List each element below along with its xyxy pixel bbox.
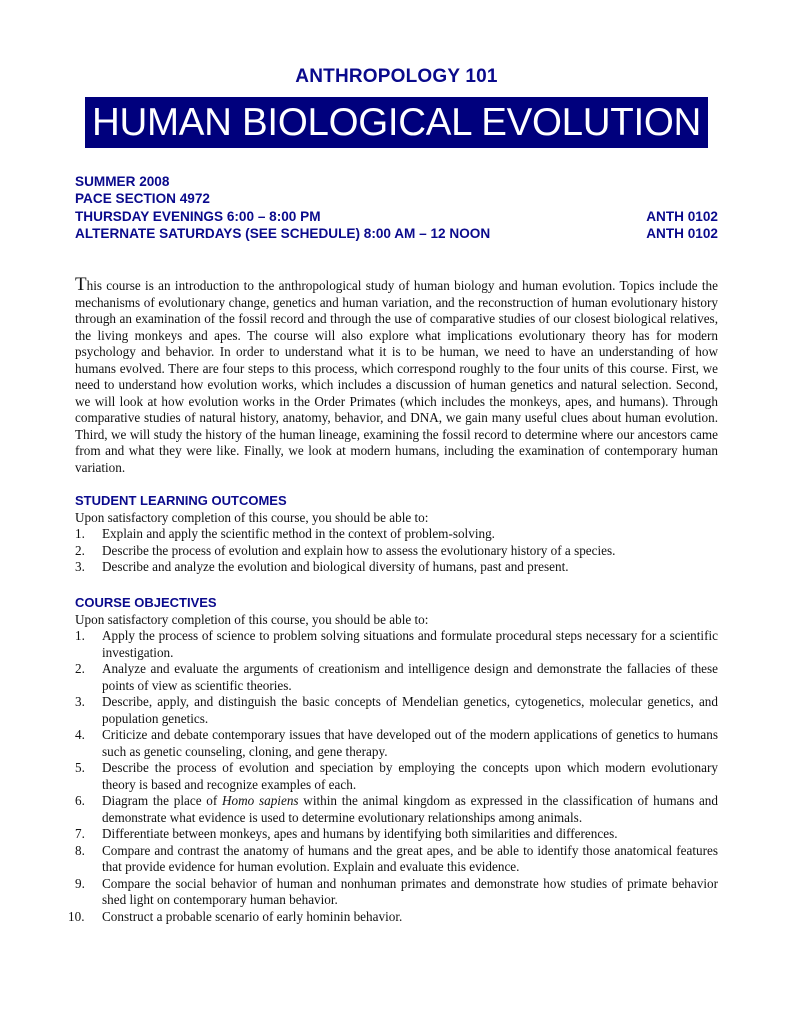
item-number: 7.	[75, 826, 85, 841]
list-item	[75, 876, 718, 909]
list-item	[75, 793, 718, 826]
item-number: 3.	[75, 694, 85, 709]
item-text: Apply the process of science to problem solving situations and formulate procedural steps necessary for a scientific investigation.	[102, 628, 718, 660]
item-number: 1.	[75, 628, 85, 643]
course-objectives-list	[68, 628, 718, 925]
item-number: 5.	[75, 760, 85, 775]
schedule-row	[75, 225, 718, 242]
item-text-start: Diagram the place of	[102, 793, 223, 808]
list-item	[75, 826, 718, 843]
course-code-heading: ANTHROPOLOGY 101	[295, 66, 498, 87]
item-text: Describe the process of evolution and speciation by employing the concepts upon which modern evolutionary theory is based and recognize examples of each.	[102, 760, 718, 792]
list-item	[68, 908, 718, 926]
item-text: Compare the social behavior of human and nonhuman primates and demonstrate how studies of primate behavior shed light on contemporary human behavior.	[102, 875, 718, 907]
list-item	[75, 843, 718, 876]
item-number: 1.	[75, 526, 85, 541]
item-number: 8.	[75, 842, 85, 858]
schedule-time: ALTERNATE SATURDAYS (SEE SCHEDULE) 8:00 AM – 12 NOON	[75, 225, 491, 241]
item-text: Criticize and debate contemporary issues that have developed out of the modern applications of genetics to humans such as genetic counseling, cloning, and gene therapy.	[102, 727, 718, 759]
item-text: Describe, apply, and distinguish the basic concepts of Mendelian genetics, cytogenetics, molecular genetics, and population genetics.	[102, 694, 718, 726]
list-item	[75, 727, 718, 760]
learning-outcomes-lead: Upon satisfactory completion of this course, you should be able to:	[75, 509, 429, 525]
course-title-banner: HUMAN BIOLOGICAL EVOLUTION	[85, 97, 708, 148]
item-text: Compare and contrast the anatomy of humans and the great apes, and be able to identify those anatomical features that provide evidence for human evolution. Explain and evaluate this evidence.	[102, 842, 718, 874]
item-number: 2.	[75, 661, 85, 676]
item-number: 3.	[75, 559, 85, 574]
schedule-time: THURSDAY EVENINGS 6:00 – 8:00 PM	[75, 208, 321, 224]
item-text: Describe and analyze the evolution and biological diversity of humans, past and present.	[102, 559, 569, 574]
list-item	[75, 526, 718, 543]
item-number: 6.	[75, 793, 85, 808]
description-text: his course is an introduction to the anthropological study of human biology and human evolution. Topics include the mechanisms of evolutionary change, genetics and human variation, and the reconstruction of human evolutionary history through an examination of the fossil record and through the use of comparative studies of our closest biological relatives, the living monkeys and apes. The course will also explore what implications evolutionary theory has for modern psychology and behavior. In order to understand what it is to be human, we need to have an understanding of how humans evolved. There are four steps to this process, which correspond roughly to the four units of this course. First, we need to understand how evolution works, which includes a discussion of human genetics and natural selection. Second, we will look at how evolution works in the Order Primates (which includes the monkeys, apes, and humans). Through comparative studies of natural history, anatomy, behavior, and DNA, we gain many useful clues about human evolution. Third, we will study the history of the human lineage, examining the fossil record to determine where our ancestors came from and what they were like. Finally, we look at modern humans, including the examination of contemporary human variation.	[75, 278, 718, 475]
drop-cap: T	[75, 274, 87, 295]
learning-outcomes-list	[75, 526, 718, 576]
course-objectives-section	[68, 595, 718, 925]
learning-outcomes-section	[75, 493, 718, 576]
list-item	[75, 559, 718, 576]
item-text: Explain and apply the scientific method in the context of problem-solving.	[102, 526, 495, 541]
item-text	[102, 793, 718, 826]
item-number: 10.	[68, 908, 85, 924]
item-number: 9.	[75, 875, 85, 891]
term-line	[75, 173, 718, 190]
schedule-row	[75, 208, 718, 225]
species-name: Homo sapiens	[222, 793, 299, 808]
schedule-course-number: ANTH 0102	[646, 208, 718, 224]
item-text: Construct a probable scenario of early hominin behavior.	[102, 908, 403, 924]
list-item	[75, 661, 718, 694]
course-objectives-heading: COURSE OBJECTIVES	[75, 595, 217, 610]
schedule-block	[75, 173, 718, 242]
section-line	[75, 190, 718, 207]
schedule-course-number: ANTH 0102	[646, 225, 718, 241]
item-text: Differentiate between monkeys, apes and humans by identifying both similarities and differences.	[102, 826, 618, 841]
list-item	[75, 543, 718, 560]
list-item	[75, 694, 718, 727]
list-item	[75, 760, 718, 793]
item-text-end: within the animal kingdom as expressed in the classification of humans and demonstrate what evidence is used to determine evolutionary relationships among animals.	[102, 793, 718, 825]
item-number: 2.	[75, 542, 85, 558]
list-item	[75, 628, 718, 661]
course-description	[75, 275, 718, 476]
term-text: SUMMER 2008	[75, 174, 170, 189]
section-text: PACE SECTION 4972	[75, 191, 210, 207]
item-text: Analyze and evaluate the arguments of creationism and intelligence design and demonstrate the fallacies of these points of view as scientific theories.	[102, 661, 718, 693]
learning-outcomes-heading: STUDENT LEARNING OUTCOMES	[75, 493, 287, 508]
item-number: 4.	[75, 727, 85, 742]
course-objectives-lead: Upon satisfactory completion of this course, you should be able to:	[75, 611, 429, 627]
item-text: Describe the process of evolution and explain how to assess the evolutionary history of a species.	[102, 542, 616, 558]
